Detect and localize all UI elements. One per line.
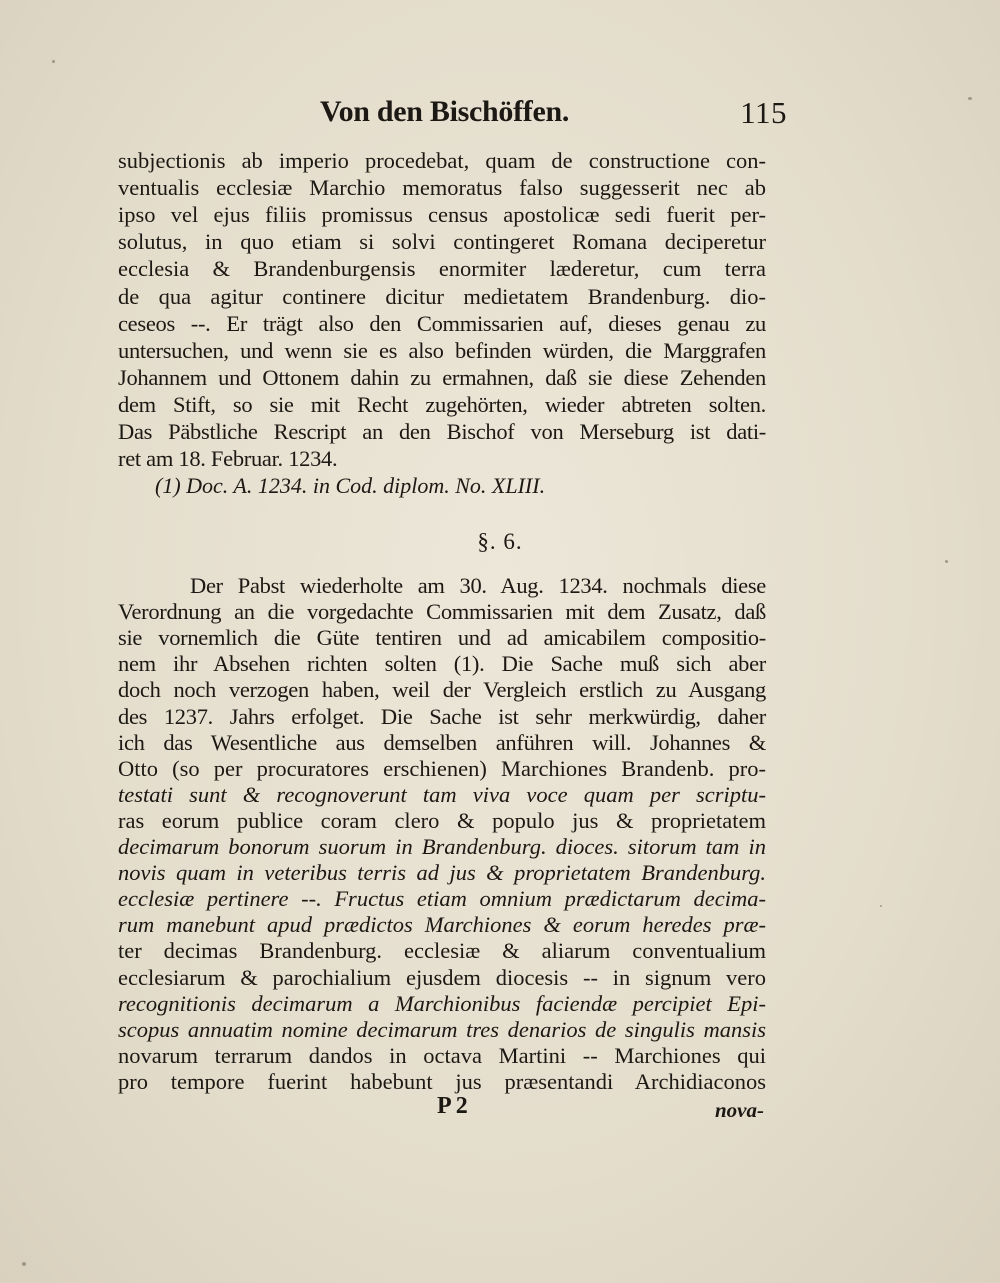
running-title: Von den Bischöffen. — [320, 95, 570, 128]
text-line: Johannem und Ottonem dahin zu ermahnen, daß sie diese Zehenden — [118, 364, 766, 390]
text-line: Verordnung an die vorgedachte Commissarien mit dem Zusatz, daß — [118, 599, 766, 625]
text-line: untersuchen, und wenn sie es also befinden würden, die Marggrafen — [118, 337, 766, 363]
text-line: scopus annuatim nomine decimarum tres denarios de singulis mansis — [118, 1016, 766, 1042]
text-line: ret am 18. Februar. 1234. — [118, 446, 338, 472]
page-header — [300, 95, 785, 135]
text-line: de qua agitur continere dicitur medietatem Brandenburg. dio- — [118, 283, 766, 309]
catchword: nova- — [715, 1098, 764, 1122]
text-line: ras eorum publice coram clero & populo jus & proprietatem — [118, 807, 766, 833]
text-line: rum manebunt apud prædictos Marchiones & eorum heredes præ- — [118, 912, 766, 938]
text-line: dem Stift, so sie mit Recht zugehörten, wieder abtreten solten. — [118, 391, 766, 417]
text-line: ecclesiæ pertinere --. Fructus etiam omnium prædictarum decima- — [118, 886, 766, 912]
text-line: ecclesia & Brandenburgensis enormiter læderetur, cum terra — [118, 256, 766, 282]
text-line: ecclesiarum & parochialium ejusdem diocesis -- in signum vero — [118, 964, 766, 990]
text-line: des 1237. Jahrs erfolget. Die Sache ist sehr merkwürdig, daher — [118, 703, 766, 729]
text-line: sie vornemlich die Güte tentiren und ad amicabilem compositio- — [118, 625, 766, 651]
page-number: 115 — [740, 95, 787, 130]
text-line: ich das Wesentliche aus demselben anführen will. Johannes & — [118, 729, 766, 755]
text-line: Das Päbstliche Rescript an den Bischof von Merseburg ist dati- — [118, 419, 766, 444]
text-line: solutus, in quo etiam si solvi contingeret Romana deciperetur — [118, 229, 766, 255]
text-line: nem ihr Absehen richten solten (1). Die Sache muß sich aber — [118, 651, 766, 677]
section-heading: §. 6. — [477, 529, 523, 554]
text-line: Otto (so per procuratores erschienen) Marchiones Brandenb. pro- — [118, 755, 766, 781]
text-line: subjectionis ab imperio procedebat, quam de constructione con- — [118, 148, 766, 173]
text-line: doch noch verzogen haben, weil der Vergleich erstlich zu Ausgang — [118, 677, 766, 703]
text-line: ventualis ecclesiæ Marchio memoratus falso suggesserit nec ab — [118, 175, 766, 201]
text-line: novarum terrarum dandos in octava Martini -- Marchiones qui — [118, 1042, 766, 1068]
text-line: testati sunt & recognoverunt tam viva voce quam per scriptu- — [118, 781, 766, 807]
text-line: recognitionis decimarum a Marchionibus faciendæ percipiet Epi- — [118, 990, 766, 1016]
text-line: ter decimas Brandenburg. ecclesiæ & aliarum conventualium — [118, 938, 766, 964]
text-line: ipso vel ejus filiis promissus census apostolicæ sedi fuerit per- — [118, 202, 766, 228]
text-line: pro tempore fuerint habebunt jus præsentandi Archidiaconos — [118, 1068, 766, 1094]
text-line: novis quam in veteribus terris ad jus & proprietatem Brandenburg. — [118, 860, 766, 886]
text-line: Der Pabst wiederholte am 30. Aug. 1234. nochmals diese — [190, 573, 766, 598]
signature-mark: P 2 — [437, 1093, 468, 1119]
text-line: decimarum bonorum suorum in Brandenburg. dioces. sitorum tam in — [118, 834, 766, 859]
text-line: ceseos --. Er trägt also den Commissarien auf, dieses genau zu — [118, 310, 766, 336]
footnote: (1) Doc. A. 1234. in Cod. diplom. No. XLIII. — [155, 473, 546, 498]
